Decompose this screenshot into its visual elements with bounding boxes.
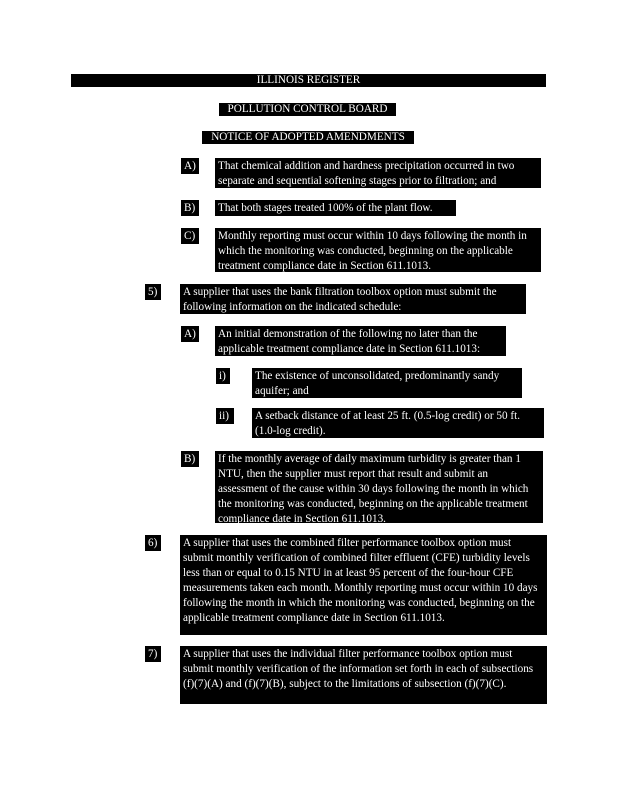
notice-title: [202, 131, 414, 144]
section-5a-label: A): [181, 326, 199, 342]
register-title: ILLINOIS REGISTER: [256, 74, 361, 86]
section-5b-text: If the monthly average of daily maximum turbidity is greater than 1 NTU, then the supplier must report that result and submit an assessment of the cause within 30 days following the month in which the monitoring was conducted, beginning on the applicable treatment compliance date in Section 611.1013.: [215, 451, 543, 523]
register-header-bar: [71, 74, 546, 87]
board-title-text: POLLUTION CONTROL BOARD: [227, 103, 388, 115]
item-a-text: That chemical addition and hardness precipitation occurred in two separate and sequential softening stages prior to filtration; and: [215, 158, 541, 188]
notice-title-text: NOTICE OF ADOPTED AMENDMENTS: [211, 131, 405, 143]
section-5b-label: B): [181, 451, 199, 467]
section-6-label: 6): [145, 535, 161, 551]
board-title: [219, 103, 396, 116]
item-ii-label: ii): [216, 408, 234, 424]
item-a-label: A): [181, 158, 199, 174]
item-ii-text: A setback distance of at least 25 ft. (0.5-log credit) or 50 ft. (1.0-log credit).: [252, 408, 544, 438]
item-i-label: i): [216, 368, 230, 384]
item-b-label: B): [181, 200, 199, 216]
section-6-text: A supplier that uses the combined filter performance toolbox option must submit monthly verification of combined filter effluent (CFE) turbidity levels less than or equal to 0.15 NTU in at least 95 percent of the four-hour CFE measurements taken each month. Monthly reporting must occur within 10 days following the month in which the monitoring was conducted, beginning on the applicable treatment compliance date in Section 611.1013.: [180, 535, 547, 635]
item-i-text: The existence of unconsolidated, predominantly sandy aquifer; and: [252, 368, 522, 398]
section-7-text: A supplier that uses the individual filter performance toolbox option must submit monthly verification of the information set forth in each of subsections (f)(7)(A) and (f)(7)(B), subject to the limitations of subsection (f)(7)(C).: [180, 646, 547, 704]
section-5-label: 5): [145, 284, 161, 300]
item-b-text: That both stages treated 100% of the plant flow.: [215, 200, 456, 216]
item-c-text: Monthly reporting must occur within 10 days following the month in which the monitoring was conducted, beginning on the applicable treatment compliance date in Section 611.1013.: [215, 228, 541, 272]
section-5-text: A supplier that uses the bank filtration toolbox option must submit the following information on the indicated schedule:: [180, 284, 526, 314]
item-c-label: C): [181, 228, 199, 244]
section-7-label: 7): [145, 646, 161, 662]
section-5a-text: An initial demonstration of the following no later than the applicable treatment compliance date in Section 611.1013:: [215, 326, 506, 356]
